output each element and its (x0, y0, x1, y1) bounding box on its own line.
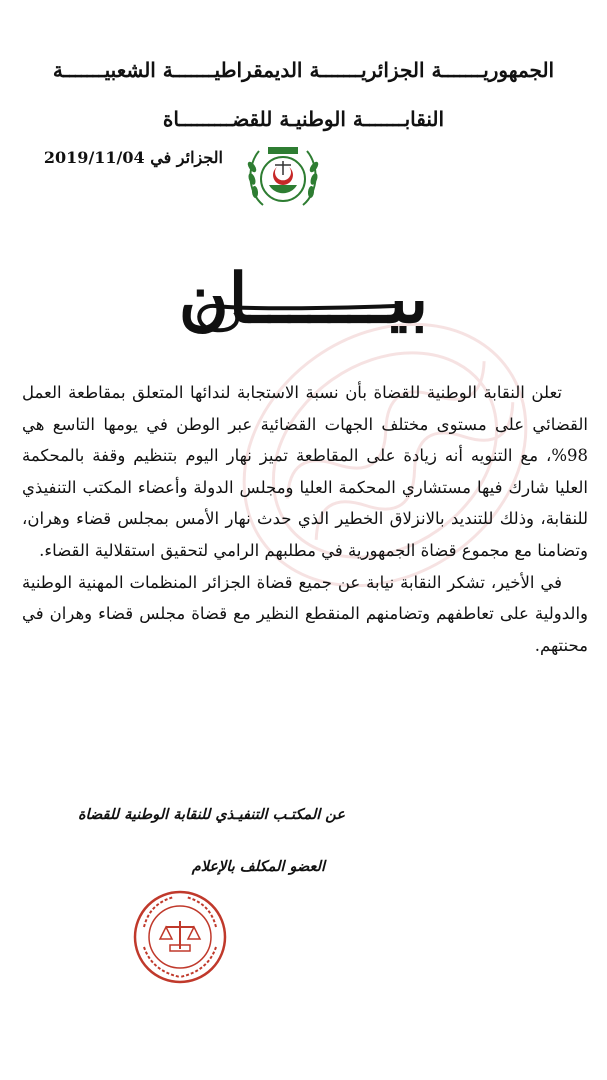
union-emblem-icon (243, 137, 323, 217)
body-paragraph: في الأخير، تشكر النقابة نيابة عن جميع قضاة الجزائر المنظمات المهنية الوطنية والدولية على تعاطفهم وتضامنهم المنقطع النظير مع قضاة مجلس قضاء وهران في محنتهم. (22, 572, 588, 655)
body-paragraph: تعلن النقابة الوطنية للقضاة بأن نسبة الاستجابة لندائها المتعلق بمقاطعة العمل القضائي على مستوى مختلف الجهات القضائية عبر الوطن في يومها التاسع هي 98%، مع التنويه أنه زيادة على المقاطعة تميز نهار اليوم بتنظيم وقفة بالمحكمة العليا شارك فيها مستشاري المحكمة العليا ومجلس الدولة وأعضاء المكتب التنفيذي للنقابة، وذلك للتنديد بالانزلاق الخطير الذي حدث نهار الأمس بمجلس قضاء وهران، وتضامنا مع مجموع قضاة الجمهورية في مطلبهم الرامي لتحقيق استقلالية القضاء. (22, 383, 588, 560)
date-prefix: الجزائر في (150, 148, 223, 167)
signature-line-2: العضو المكلف بالإعلام (191, 858, 325, 875)
official-stamp-icon (130, 887, 230, 987)
statement-body (22, 377, 588, 661)
date-line (33, 148, 223, 167)
union-heading: النقابـــــــة الوطنيـة للقضـــــــــاة (162, 107, 445, 131)
statement-title: بيـــــــان (178, 259, 429, 339)
date-value: 2019/11/04 (43, 148, 145, 167)
signature-line-1: عن المكتـب التنفيـذي للنقابة الوطنية للقضاة (77, 806, 345, 823)
republic-heading: الجمهوريـــــــة الجزائريـــــــة الديمقراطيـــــــة الشعبيـــــــة (52, 58, 555, 82)
title-underline-swash (195, 298, 400, 338)
